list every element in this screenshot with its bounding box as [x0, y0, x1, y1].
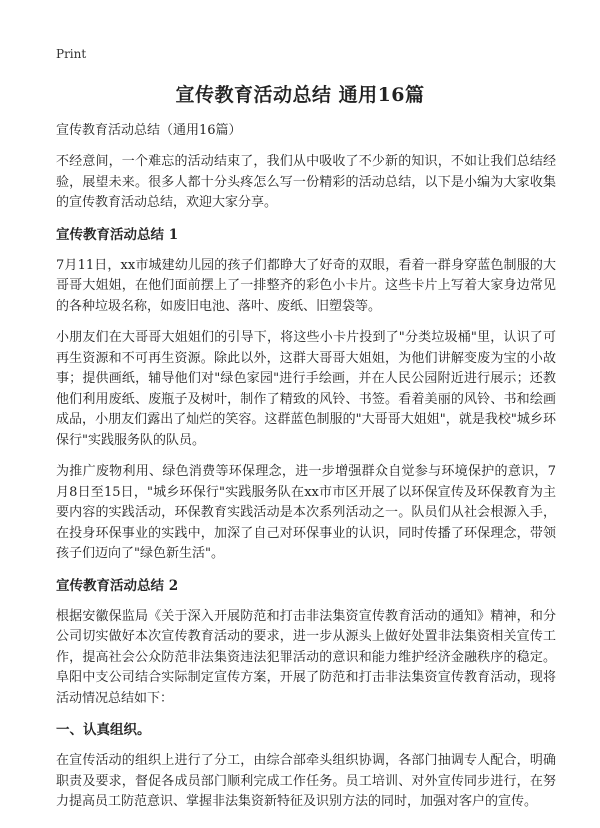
article-body [56, 121, 556, 824]
section-2-sub-paragraph: 在宣传活动的组织上进行了分工，由综合部牵头组织协调，各部门抽调专人配合，明确职责及要求，督促各成员部门顺利完成工作任务。员工培训、对外宣传同步进行，在努力提高员工防范意识、掌握非法集资新特征及识别方法的同时，加强对客户的宣传。 [56, 753, 556, 809]
section-1-paragraph-2: 小朋友们在大哥哥大姐姐们的引导下，将这些小卡片投到了"分类垃圾桶"里，认识了可再生资源和不可再生资源。除此以外，这群大哥哥大姐姐，为他们讲解变废为宝的小故事；提供画纸，辅导他们对"绿色家园"进行手绘画，并在人民公园附近进行展示；还教他们利用废纸、废瓶子及树叶，制作了精致的风铃、书签。看着美丽的风铃、书和绘画成品，小朋友们露出了灿烂的笑容。这群蓝色制服的"大哥哥大姐姐"，就是我校"城乡环保行"实践服务队的队员。 [56, 330, 556, 448]
page-title: 宣传教育活动总结 通用16篇 [175, 84, 425, 106]
article-subtitle: 宣传教育活动总结（通用16篇） [56, 123, 242, 138]
section-2-paragraph-1: 根据安徽保监局《关于深入开展防范和打击非法集资宣传教育活动的通知》精神，和分公司切实做好本次宣传教育活动的要求，进一步从源头上做好处置非法集资相关宣传工作，提高社会公众防范非法集资违法犯罪活动的意识和能力维护经济金融秩序的稳定。阜阳中支公司结合实际制定宣传方案，开展了防范和打击非法集资宣传教育活动，现将活动情况总结如下： [56, 608, 556, 706]
section-1-paragraph-1: 7月11日，xx市城建幼儿园的孩子们都睁大了好奇的双眼，看着一群身穿蓝色制服的大哥哥大姐姐，在他们面前摆上了一排整齐的彩色小卡片。这些卡片上写着大家身边常见的各种垃圾名称，如废旧电池、落叶、废纸、旧塑袋等。 [56, 257, 556, 314]
print-link[interactable]: Print [56, 47, 87, 61]
section-2-heading: 宣传教育活动总结 2 [56, 577, 179, 594]
intro-paragraph: 不经意间，一个难忘的活动结束了，我们从中吸收了不少新的知识，不如让我们总结经验，展望未来。很多人都十分头疼怎么写一份精彩的活动总结，以下是小编为大家收集的宣传教育活动总结，欢迎大家分享。 [56, 154, 556, 210]
section-1-paragraph-3: 为推广废物利用、绿色消费等环保理念，进一步增强群众自觉参与环境保护的意识，7月8日至15日，"城乡环保行"实践服务队在xx市市区开展了以环保宣传及环保教育为主要内容的实践活动，环保教育实践活动是本次系列活动之一。队员们从社会根源入手，在投身环保事业的实践中，加深了自己对环保事业的认识，同时传播了环保理念，带领孩子们迈向了"绿色新生活"。 [56, 464, 556, 561]
section-2-subheading: 一、认真组织。 [56, 722, 151, 738]
section-1-heading: 宣传教育活动总结 1 [56, 226, 179, 243]
